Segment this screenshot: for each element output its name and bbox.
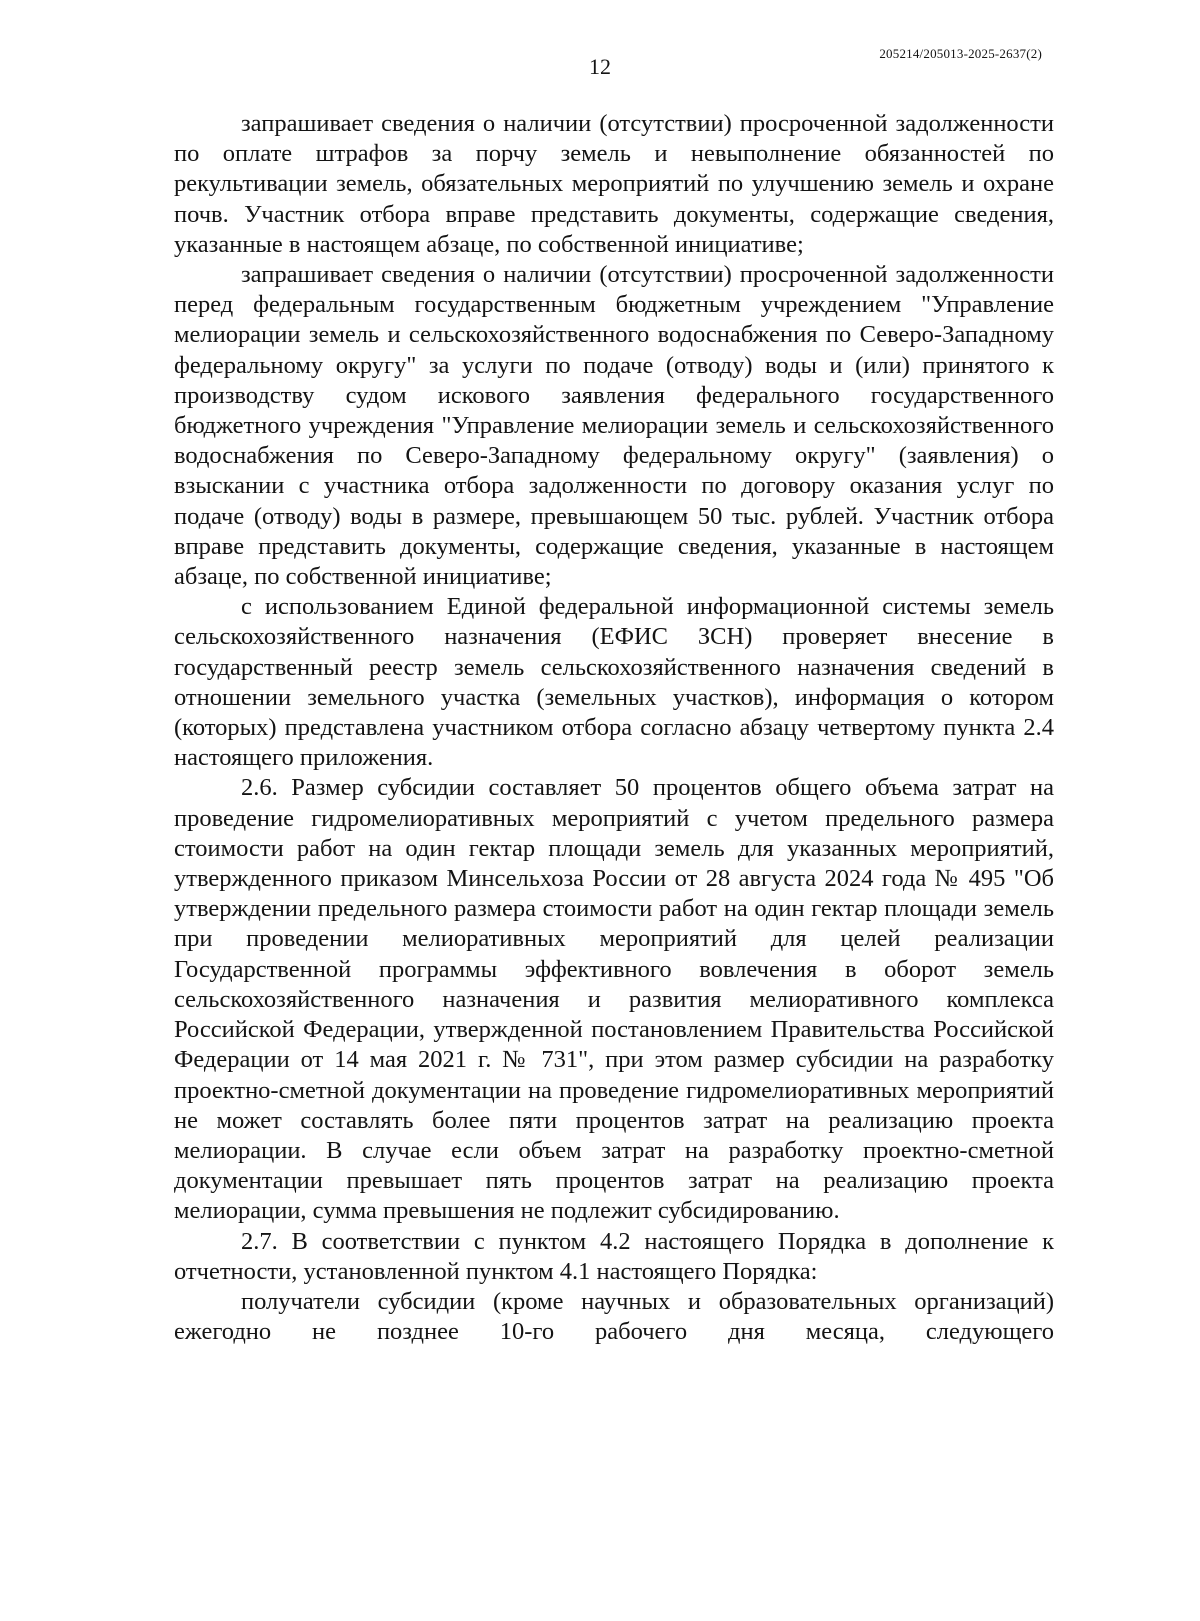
document-registration-number: 205214/205013-2025-2637(2) [879, 46, 1042, 61]
document-body [174, 109, 1054, 1347]
paragraph-water-supply-debt-request: запрашивает сведения о наличии (отсутствии) просроченной задолженности перед федеральным государственным бюджетным учреждением "Управление мелиорации земель и сельскохозяйственного водоснабжения по Северо-Западному федеральному округу" за услуги по подаче (отводу) воды и (или) принятого к производству судом искового заявления федерального государственного бюджетного учреждения "Управление мелиорации земель и сельскохозяйственного водоснабжения по Северо-Западному федеральному округу" (заявления) о взыскании с участника отбора задолженности по договору оказания услуг по подаче (отводу) воды в размере, превышающем 50 тыс. рублей. Участник отбора вправе представить документы, содержащие сведения, указанные в настоящем абзаце, по собственной инициативе; [174, 261, 1054, 591]
page-number: 12 [589, 54, 611, 79]
paragraph-2-6-subsidy-size: 2.6. Размер субсидии составляет 50 процентов общего объема затрат на проведение гидромелиоративных мероприятий с учетом предельного размера стоимости работ на один гектар площади земель для указанных мероприятий, утвержденного приказом Минсельхоза России от 28 августа 2024 года № 495 "Об утверждении предельного размера стоимости работ на один гектар площади земель при проведении мелиоративных мероприятий для целей реализации Государственной программы эффективного вовлечения в оборот земель сельскохозяйственного назначения и развития мелиоративного комплекса Российской Федерации, утвержденной постановлением Правительства Российской Федерации от 14 мая 2021 г. № 731", при этом размер субсидии на разработку проектно-сметной документации на проведение гидромелиоративных мероприятий не может составлять более пяти процентов затрат на реализацию проекта мелиорации. В случае если объем затрат на разработку проектно-сметной документации превышает пять процентов затрат на реализацию проекта мелиорации, сумма превышения не подлежит субсидированию. [174, 774, 1054, 1225]
paragraph-overdue-fines-request: запрашивает сведения о наличии (отсутствии) просроченной задолженности по оплате штрафов за порчу земель и невыполнение обязанностей по рекультивации земель, обязательных мероприятий по улучшению земель и охране почв. Участник отбора вправе представить документы, содержащие сведения, указанные в настоящем абзаце, по собственной инициативе; [174, 110, 1054, 258]
paragraph-efis-zsn-check: с использованием Единой федеральной информационной системы земель сельскохозяйственного назначения (ЕФИС ЗСН) проверяет внесение в государственный реестр земель сельскохозяйственного назначения сведений в отношении земельного участка (земельных участков), информация о котором (которых) представлена участником отбора согласно абзацу четвертому пункта 2.4 настоящего приложения. [174, 593, 1054, 772]
paragraph-recipients-annual-report: получатели субсидии (кроме научных и образовательных организаций) ежегодно не позднее 10-го рабочего дня месяца, следующего [174, 1287, 1054, 1346]
paragraph-2-7-reporting: 2.7. В соответствии с пунктом 4.2 настоящего Порядка в дополнение к отчетности, установленной пунктом 4.1 настоящего Порядка: [174, 1227, 1054, 1285]
